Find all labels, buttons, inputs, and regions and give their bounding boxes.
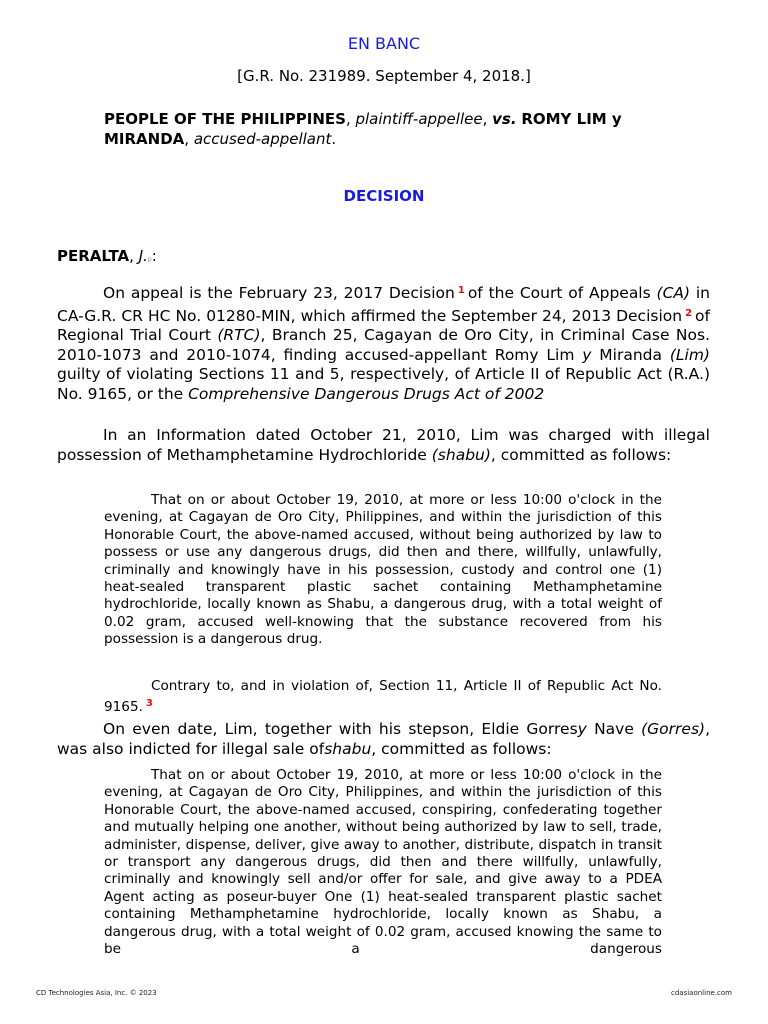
decision-title: DECISION — [343, 187, 425, 205]
accused-name: ROMY LIM y MIRANDA — [104, 110, 622, 148]
plaintiff-name: PEOPLE OF THE PHILIPPINES — [104, 110, 346, 128]
footnote-ref-3[interactable]: 3 — [145, 698, 153, 710]
paragraph-1: On appeal is the February 23, 2017 Decision $^1$ of the Court of Appeals (CA) in CA-G.R. CR HC No. 01280-MIN, which affirmed the September 24, 2013 Decision $^2$ of Regional Trial Court (RTC), Branch 25, Cagayan de Oro City, in Criminal Case Nos. 2010-1073 and 2010-1074, finding accused-appellant Romy Lim y Miranda (Lim) guilty of violating Sections 11 and 5, respectively, of Article II of Republic Act (R.A.) No. 9165, or the Comprehensive Dangerous Drugs Act of 2002 — [57, 284, 711, 403]
paragraph-2: In an Information dated October 21, 2010, Lim was charged with illegal possession of Methamphetamine Hydrochloride (shabu), committed as follows: — [57, 426, 710, 464]
ponente-suffix: J. — [138, 247, 148, 265]
court-division: EN BANC — [347, 34, 421, 53]
ponente: PERALTA, J.p: — [57, 247, 157, 265]
footnote-ref-2[interactable]: 2 — [685, 307, 693, 319]
accused-role: accused-appellant — [193, 130, 332, 148]
quote-information-1: That on or about October 19, 2010, at more or less 10:00 o'clock in the evening, at Cagayan de Oro City, Philippines, and within the jurisdiction of this Honorable Court, the above-named accused, without being authorized by law to possess or use any dangerous drugs, did then and there, willfully, unlawfully, criminally and knowingly have in his possession, custody and control one (1) heat-sealed transparent plastic sachet containing Methamphetamine hydrochloride, locally known as Shabu, a dangerous drug, with a total weight of 0.02 gram, accused well-knowing that the substance recovered from his possession is a dangerous drug. — [104, 492, 662, 648]
case-parties: PEOPLE OF THE PHILIPPINES, plaintiff-appellee, vs. ROMY LIM y MIRANDA, accused-appellant. — [104, 110, 622, 148]
paragraph-3: On even date, Lim, together with his stepson, Eldie Gorresy Nave (Gorres), was also indicted for illegal sale ofshabu, committed as follows: — [57, 720, 711, 758]
ponente-name: PERALTA — [57, 247, 130, 265]
footer-copyright: CD Technologies Asia, Inc. © 2023 — [36, 989, 157, 997]
ponente-mark: p — [147, 256, 152, 263]
quote-information-2: That on or about October 19, 2010, at more or less 10:00 o'clock in the evening, at Cagayan de Oro City, Philippines, and within the jurisdiction of this Honorable Court, the above-named accused, conspiring, confederating together and mutually helping one another, without being authorized by law to sell, trade, administer, dispense, deliver, give away to another, distribute, dispatch in transit or transport any dangerous drugs, did then and there willfully, unlawfully, criminally and knowingly sell and/or offer for sale, and give away to a PDEA Agent acting as poseur-buyer One (1) heat-sealed transparent plastic sachet containing Methamphetamine hydrochloride, locally known as Shabu, a dangerous drug, with a total weight of 0.02 gram, accused knowing the same to be a dangerous — [104, 767, 662, 958]
footnote-ref-1[interactable]: 1 — [457, 285, 465, 296]
footer-website[interactable]: cdasiaonline.com — [671, 989, 732, 997]
quote-contrary: Contrary to, and in violation of, Section 11, Article II of Republic Act No. 9165. $^3$ — [104, 678, 662, 716]
versus: vs. — [492, 110, 517, 128]
case-number: [G.R. No. 231989. September 4, 2018.] — [237, 67, 531, 85]
plaintiff-role: plaintiff-appellee — [355, 110, 483, 128]
